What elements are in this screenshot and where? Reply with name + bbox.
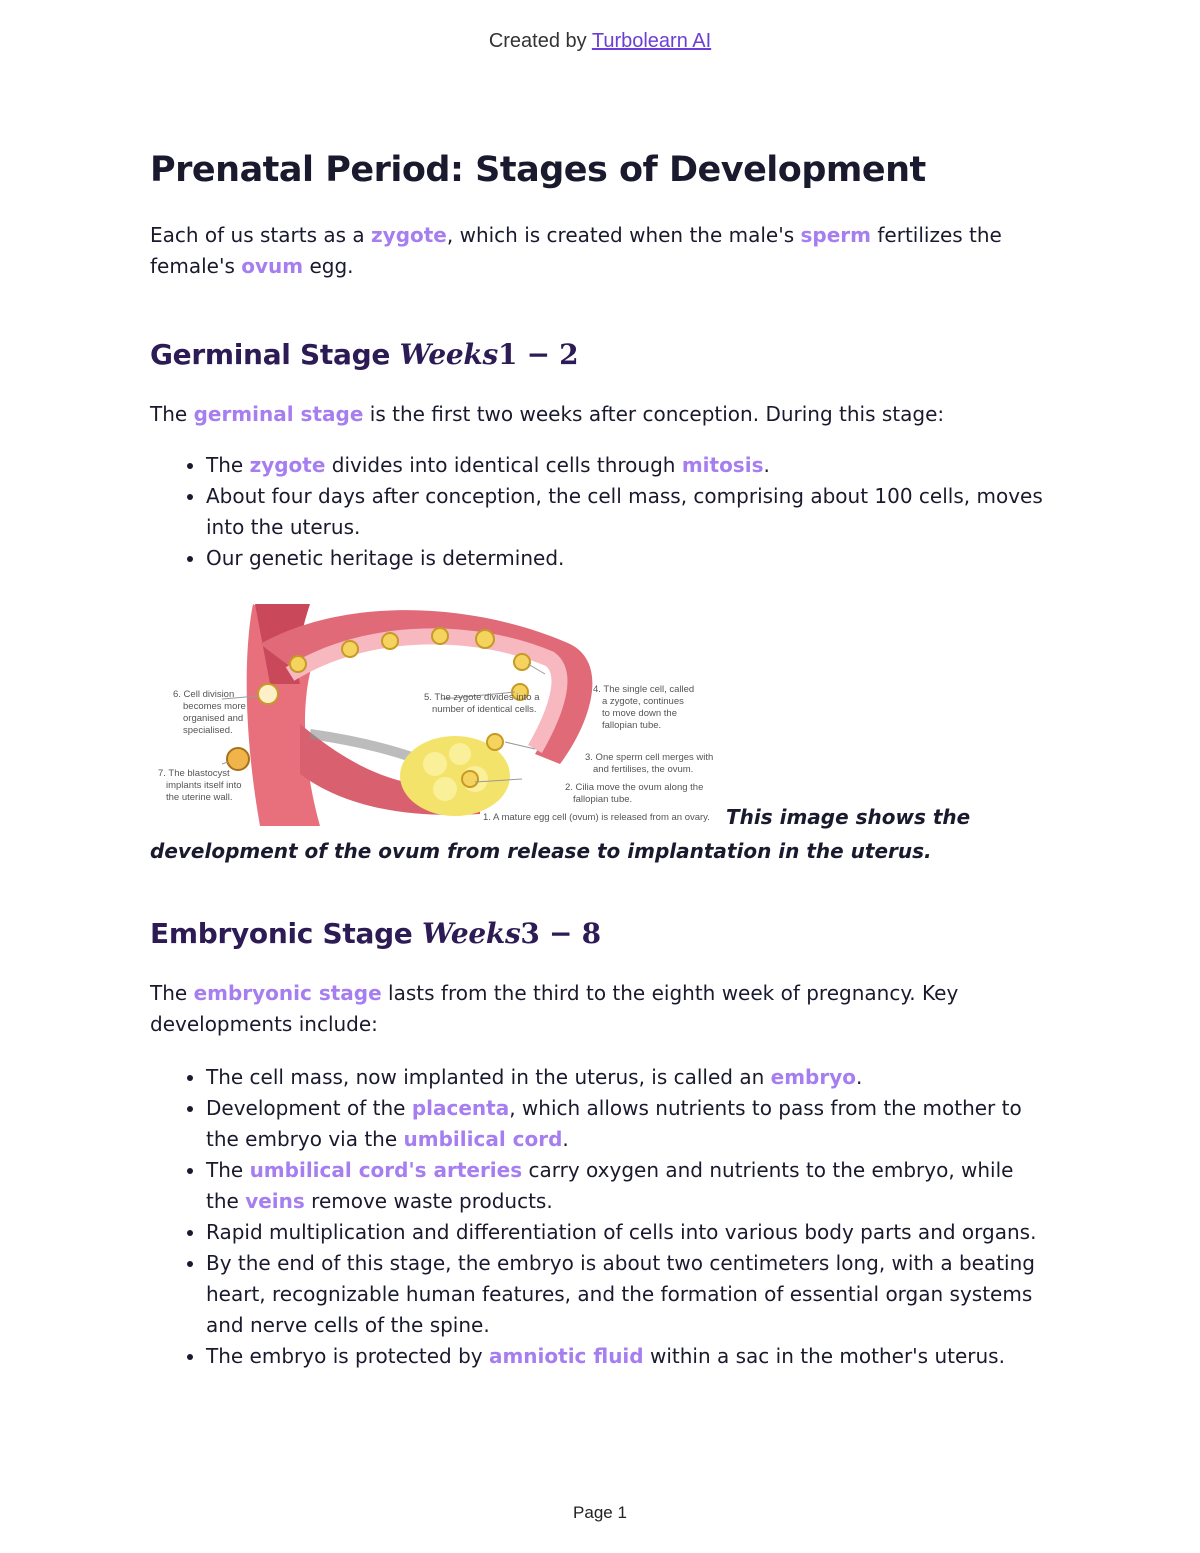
label-5: 5. The zygote divides into a [424, 692, 540, 703]
item-text: , which allows nutrients to pass from the mother to the embryo via the [206, 1096, 1022, 1151]
germinal-text: is the first two weeks after conception. During this stage: [363, 402, 945, 426]
item-text: The [206, 1158, 250, 1182]
embryonic-heading-text: Embryonic Stage [150, 917, 422, 950]
term-sperm: sperm [800, 223, 872, 247]
intro-text: fertilizes the female's [150, 223, 1002, 278]
embryonic-paragraph [150, 978, 1050, 1040]
list-item [206, 1062, 1050, 1093]
label-2: fallopian tube. [573, 794, 633, 805]
item-text: Development of the [206, 1096, 412, 1120]
list-item [206, 1341, 1050, 1372]
term-umbilical-cord: umbilical cord [403, 1127, 563, 1151]
intro-text: , which is created when the male's [446, 223, 801, 247]
figure-row [150, 604, 1050, 829]
term-zygote: zygote [249, 453, 326, 477]
germinal-heading-text: Germinal Stage [150, 338, 400, 371]
label-4: a zygote, continues [602, 696, 684, 707]
item-text: The cell mass, now implanted in the uterus, is called an [206, 1065, 771, 1089]
label-2: 2. Cilia move the ovum along the [565, 782, 704, 793]
label-7: implants itself into [166, 780, 242, 791]
germinal-math [399, 338, 578, 371]
page-header [0, 30, 1200, 53]
label-7: the uterine wall. [166, 792, 233, 803]
label-4: to move down the [602, 708, 677, 719]
item-text: divides into identical cells through [325, 453, 682, 477]
document-body [150, 150, 1050, 1372]
item-text: . [856, 1065, 863, 1089]
figure-caption-start: This image shows the [726, 805, 971, 829]
label-5: number of identical cells. [432, 704, 537, 715]
germinal-math-word: Weeks [399, 338, 498, 371]
page-footer: Page 1 [573, 1503, 627, 1522]
germinal-list [150, 450, 1050, 574]
germinal-math-range: 1 − 2 [497, 338, 579, 371]
term-embryo: embryo [770, 1065, 857, 1089]
brand-link[interactable]: Turbolearn AI [591, 30, 712, 52]
fertilization-diagram [150, 604, 720, 826]
label-4: fallopian tube. [602, 720, 662, 731]
list-item: • About four days after conception, the cell mass, comprising about 100 cells, moves into the uterus. [206, 481, 1050, 543]
label-4: 4. The single cell, called [593, 684, 695, 695]
label-3: 3. One sperm cell merges with [585, 752, 714, 763]
term-mitosis: mitosis [681, 453, 764, 477]
item-text: remove waste products. [304, 1189, 553, 1213]
germinal-heading [150, 338, 1050, 371]
label-7: 7. The blastocyst [158, 768, 230, 779]
term-veins: veins [245, 1189, 305, 1213]
intro-paragraph [150, 220, 1050, 282]
term-embryonic-stage: embryonic stage [193, 981, 382, 1005]
term-amniotic-fluid: amniotic fluid [488, 1344, 644, 1368]
term-zygote: zygote [371, 223, 447, 247]
label-6: specialised. [183, 725, 233, 736]
list-item: • By the end of this stage, the embryo is about two centimeters long, with a beating heart, recognizable human features, and the formation of essential organ systems and nerve cells of the spine. [206, 1248, 1050, 1341]
item-text: . [562, 1127, 569, 1151]
list-item: • Rapid multiplication and differentiation of cells into various body parts and organs. [206, 1217, 1050, 1248]
embryonic-text: The [150, 981, 194, 1005]
embryonic-heading [150, 917, 1050, 950]
item-text: The [206, 453, 250, 477]
embryonic-text: lasts from the third to the eighth week of pregnancy. Key developments include: [150, 981, 959, 1036]
embryonic-math [422, 917, 601, 950]
label-6: 6. Cell division [173, 689, 235, 700]
label-6: becomes more [183, 701, 246, 712]
list-item [206, 1155, 1050, 1217]
intro-text: egg. [303, 254, 354, 278]
item-text: . [763, 453, 770, 477]
list-item [206, 1093, 1050, 1155]
list-item [206, 450, 1050, 481]
item-text: The embryo is protected by [206, 1344, 489, 1368]
germinal-paragraph [150, 399, 1050, 430]
germinal-text: The [150, 402, 194, 426]
label-3: and fertilises, the ovum. [593, 764, 694, 775]
intro-text: Each of us starts as a [150, 223, 372, 247]
item-text: carry oxygen and nutrients to the embryo, while the [206, 1158, 1014, 1213]
page-title: Prenatal Period: Stages of Development [150, 150, 926, 190]
embryonic-list [150, 1062, 1050, 1372]
label-1: 1. A mature egg cell (ovum) is released from an ovary. [483, 812, 710, 823]
term-germinal-stage: germinal stage [193, 402, 364, 426]
item-text: within a sac in the mother's uterus. [643, 1344, 1005, 1368]
term-umbilical-arteries: umbilical cord's arteries [249, 1158, 523, 1182]
figure-caption: development of the ovum from release to implantation in the uterus. [150, 839, 932, 863]
embryonic-math-range: 3 − 8 [520, 917, 601, 950]
list-item: • Our genetic heritage is determined. [206, 543, 1050, 574]
embryonic-math-word: Weeks [421, 917, 521, 950]
header-prefix: Created by [488, 30, 592, 52]
label-6: organised and [183, 713, 244, 724]
term-placenta: placenta [411, 1096, 510, 1120]
term-ovum: ovum [241, 254, 304, 278]
